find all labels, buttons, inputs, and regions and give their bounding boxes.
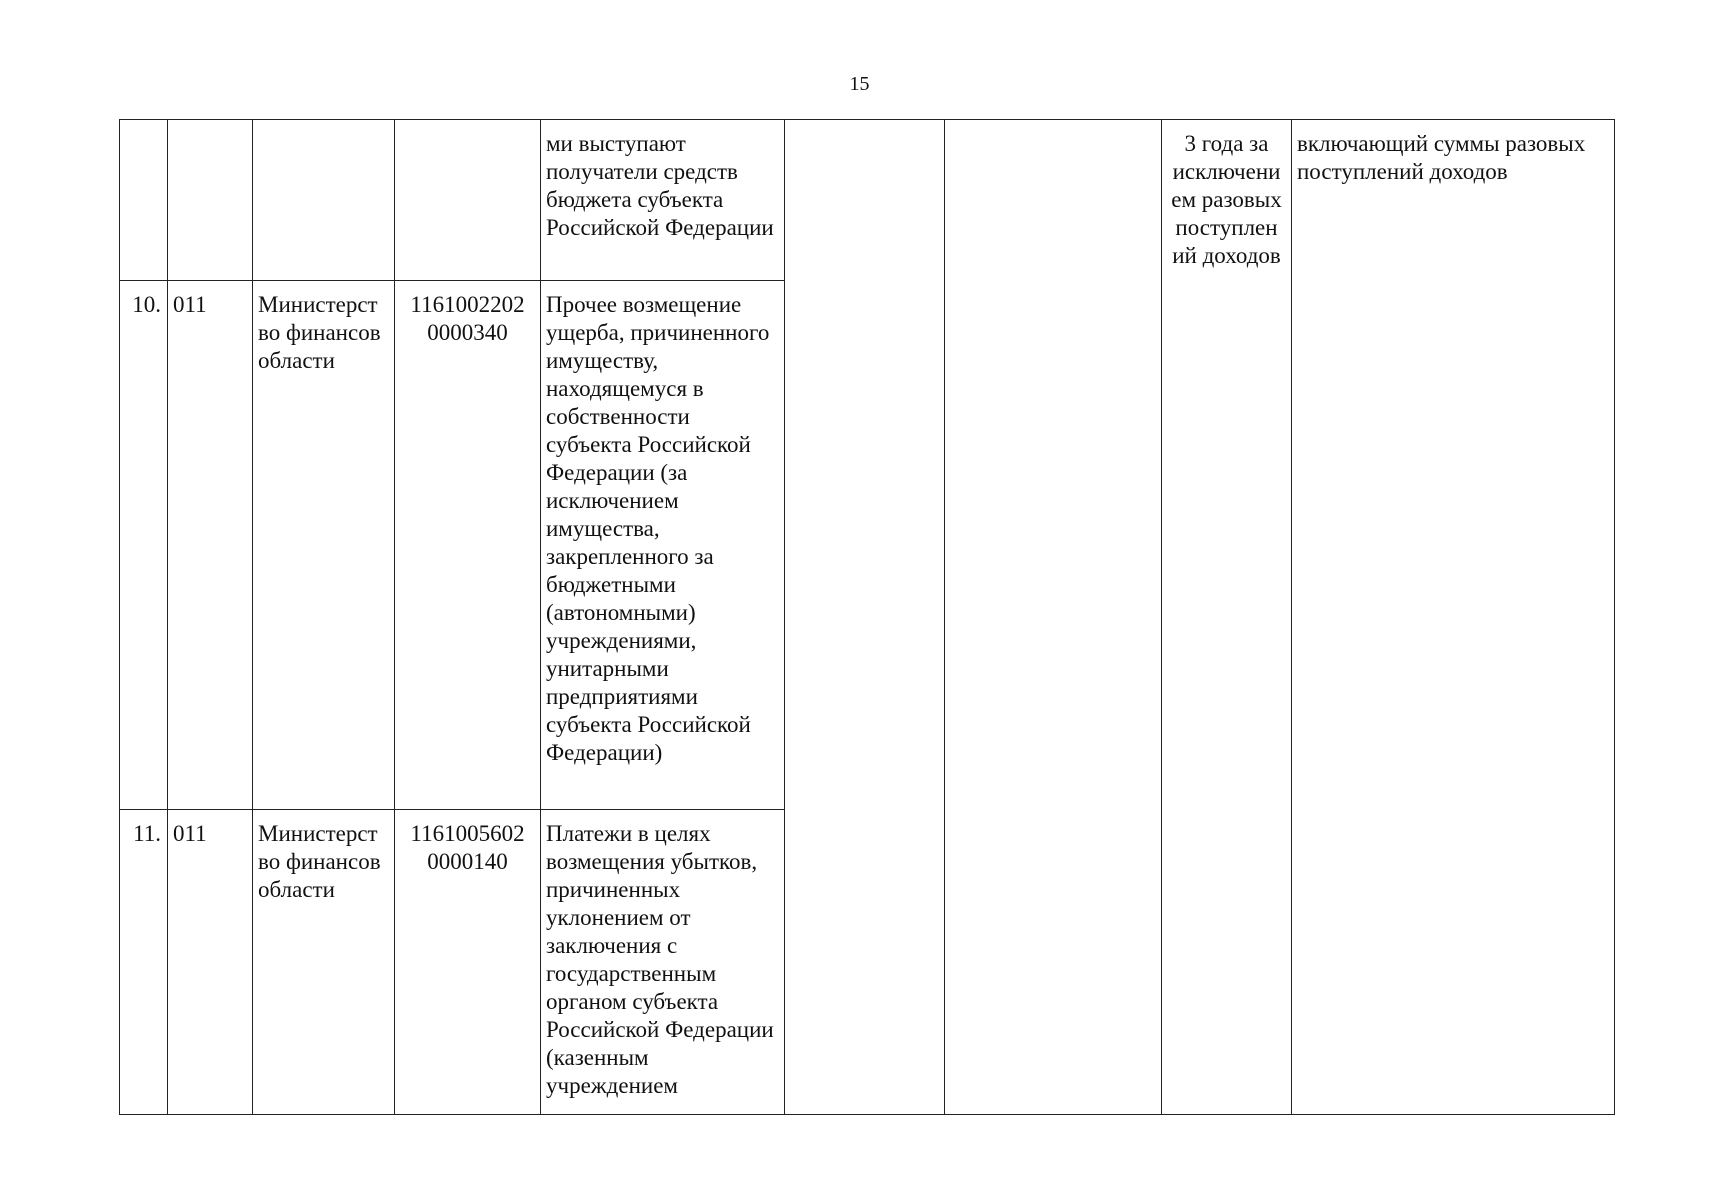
revenue-description: Прочее возмещение ущерба, причиненного имуществу, находящемуся в собственности субъекта Российской Федерации (за исключением имущества, закрепленного за бюджетными (автономными) учреждениями, унитарными предприятиями субъекта Российской Федерации) (541, 281, 785, 810)
kbk-code: 1161002202 0000340 (395, 281, 541, 810)
cell-empty-col-7 (945, 810, 1162, 1115)
table-row (120, 281, 1615, 810)
cell-number (120, 120, 168, 281)
cell-admin-code (168, 120, 253, 281)
admin-code: 011 (168, 810, 253, 1115)
row-number: 11. (120, 810, 168, 1115)
admin-name: Министерст во финансов области (253, 810, 395, 1115)
kbk-code: 1161005602 0000140 (395, 810, 541, 1115)
cell-empty-col-8 (1162, 810, 1292, 1115)
cell-empty-col-7 (945, 281, 1162, 810)
cell-empty-col-8 (1162, 281, 1292, 810)
table-row (120, 810, 1615, 1115)
cell-empty-col-9 (1292, 810, 1615, 1115)
row-number: 10. (120, 281, 168, 810)
cell-empty-col-7 (945, 120, 1162, 281)
cell-empty-col-6 (785, 281, 945, 810)
cell-empty-col-9 (1292, 281, 1615, 810)
cell-calc-note: включающий суммы разовых поступлений доходов (1292, 120, 1615, 281)
cell-empty-col-6 (785, 810, 945, 1115)
budget-revenue-table (119, 119, 1615, 1115)
cell-kbk (395, 120, 541, 281)
cell-description: ми выступают получатели средств бюджета субъекта Российской Федерации (541, 120, 785, 281)
admin-code: 011 (168, 281, 253, 810)
table-row-continuation (120, 120, 1615, 281)
cell-admin-name (253, 120, 395, 281)
revenue-description: Платежи в целях возмещения убытков, причиненных уклонением от заключения с государственным органом субъекта Российской Федерации (казенным учреждением (541, 810, 785, 1115)
page-number: 15 (849, 73, 870, 95)
admin-name: Министерст во финансов области (253, 281, 395, 810)
cell-calc-period: 3 года за исключени ем разовых поступлен ий доходов (1162, 120, 1292, 281)
cell-empty-col-6 (785, 120, 945, 281)
